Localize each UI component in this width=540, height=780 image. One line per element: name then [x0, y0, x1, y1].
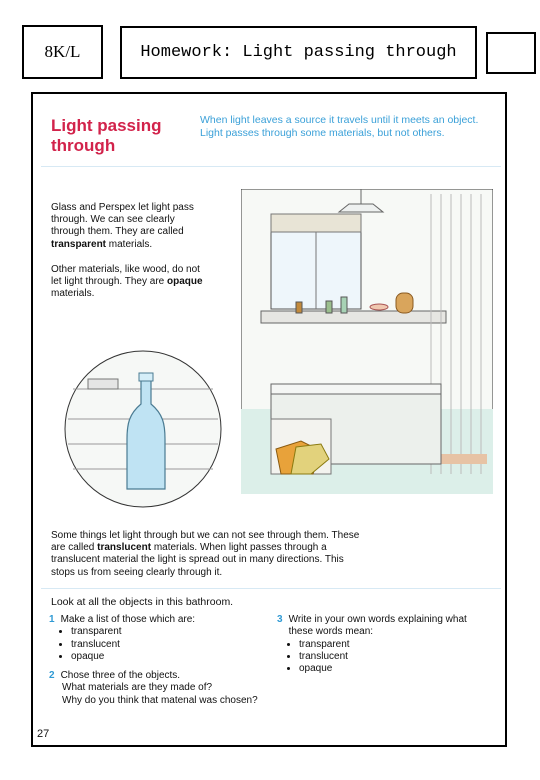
question-1-item: • translucent — [71, 639, 269, 651]
question-3-item: • transparent — [299, 639, 487, 651]
intro-text: When light leaves a source it travels until it meets an object. Light passes through some materials, but not others. — [200, 114, 479, 139]
para2-text-b: materials. — [51, 288, 95, 300]
term-transparent: transparent — [51, 238, 107, 250]
para1-text-b: materials. — [106, 238, 153, 250]
term-translucent: translucent — [97, 542, 152, 554]
page-heading — [51, 116, 162, 156]
bottle-closeup-illustration — [63, 349, 223, 509]
homework-title: Homework: Light passing through — [140, 43, 457, 62]
page-heading-line2: through — [51, 136, 116, 155]
divider-bottom — [41, 588, 501, 589]
question-3-item: • translucent — [299, 651, 487, 663]
question-3 — [277, 614, 487, 675]
question-1 — [49, 614, 269, 663]
paragraph-translucent — [51, 530, 361, 579]
question-2 — [49, 670, 309, 707]
question-3-list — [277, 639, 487, 676]
para3-text-b: materials. When light passes through a translucent material the light is spread out in many directions. This stops us from seeing clearly through it. — [51, 542, 344, 578]
question-2-line2: What materials are they made of? — [62, 682, 213, 694]
paragraph-transparent — [51, 202, 211, 251]
question-2-line1: Chose three of the objects. — [60, 670, 181, 681]
divider-top — [41, 166, 501, 167]
bathroom-illustration — [241, 189, 493, 494]
class-code: 8K/L — [44, 42, 81, 61]
textbook-page — [31, 92, 507, 747]
question-3-item: • opaque — [299, 663, 487, 675]
para3-text-a: Some things let light through but we can not see through them. These are called — [51, 530, 360, 554]
page-number: 27 — [37, 728, 50, 740]
homework-title-box — [120, 26, 477, 79]
term-opaque: opaque — [167, 276, 203, 288]
question-1-text: Make a list of those which are: — [60, 614, 196, 625]
questions-heading: Look at all the objects in this bathroom. — [51, 596, 234, 608]
paragraph-opaque — [51, 264, 211, 301]
para2-text-a: Other materials, like wood, do not let light through. They are — [51, 264, 200, 288]
question-1-number: 1 — [49, 614, 55, 625]
question-2-line3: Why do you think that matenal was chosen? — [62, 694, 258, 706]
para1-text-a: Glass and Perspex let light pass through. We can see clearly through them. They are called — [51, 202, 194, 238]
question-3-number: 3 — [277, 614, 283, 625]
blank-box — [486, 32, 536, 74]
question-1-item: • transparent — [71, 626, 269, 638]
page-heading-line1: Light passing — [51, 116, 162, 135]
question-1-item: • opaque — [71, 651, 269, 663]
class-code-box — [22, 25, 103, 79]
question-3-text: Write in your own words explaining what these words mean: — [288, 614, 467, 638]
question-2-number: 2 — [49, 670, 55, 681]
question-1-list — [49, 626, 269, 663]
